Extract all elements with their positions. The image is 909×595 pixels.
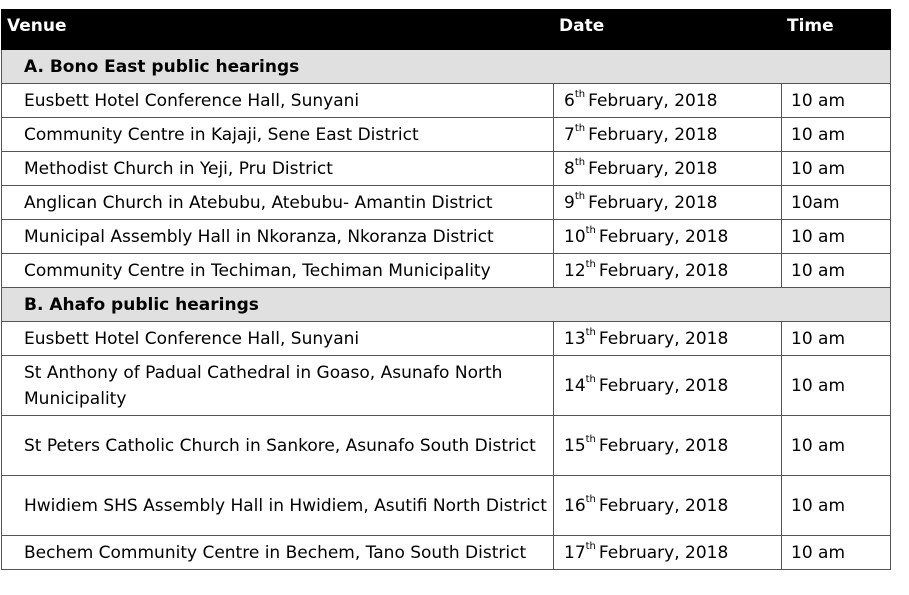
time-cell: 10 am xyxy=(782,220,891,254)
table-row xyxy=(2,476,891,536)
table-row xyxy=(2,84,891,118)
date-month-year: February, 2018 xyxy=(588,158,718,179)
date-day: 7 xyxy=(564,124,575,145)
date-ordinal-suffix: th xyxy=(574,88,586,100)
date-day: 8 xyxy=(564,158,575,179)
time-cell: 10 am xyxy=(782,152,891,186)
time-cell: 10 am xyxy=(782,84,891,118)
time-cell: 10 am xyxy=(782,416,891,476)
date-month-year: February, 2018 xyxy=(598,226,729,247)
date-month-year: February, 2018 xyxy=(598,495,729,516)
date-day: 15 xyxy=(564,435,586,456)
date-ordinal-suffix: th xyxy=(574,122,586,134)
date-month-year: February, 2018 xyxy=(598,435,729,456)
venue-column-header: Venue xyxy=(2,10,554,50)
date-day: 10 xyxy=(564,226,586,247)
date-ordinal-suffix: th xyxy=(585,224,596,236)
date-month-year: February, 2018 xyxy=(598,542,729,563)
table-row xyxy=(2,254,891,288)
date-cell xyxy=(554,152,782,186)
date-ordinal-suffix: th xyxy=(585,433,596,445)
venue-cell: Eusbett Hotel Conference Hall, Sunyani xyxy=(2,84,554,118)
date-cell xyxy=(554,84,782,118)
date-month-year: February, 2018 xyxy=(588,192,718,213)
date-cell xyxy=(554,416,782,476)
time-cell: 10 am xyxy=(782,536,891,570)
date-cell xyxy=(554,186,782,220)
section-title: B. Ahafo public hearings xyxy=(2,288,891,322)
table-row xyxy=(2,356,891,416)
date-day: 14 xyxy=(564,375,586,396)
section-title: A. Bono East public hearings xyxy=(2,50,891,84)
date-day: 6 xyxy=(564,90,575,111)
date-cell xyxy=(554,536,782,570)
date-month-year: February, 2018 xyxy=(598,260,729,281)
table-row xyxy=(2,536,891,570)
table-row xyxy=(2,186,891,220)
date-day: 17 xyxy=(564,542,586,563)
venue-cell: Methodist Church in Yeji, Pru District xyxy=(2,152,554,186)
section-header-row xyxy=(2,50,891,84)
venue-cell: Municipal Assembly Hall in Nkoranza, Nkoranza District xyxy=(2,220,554,254)
time-cell: 10am xyxy=(782,186,891,220)
date-day: 12 xyxy=(564,260,586,281)
date-cell xyxy=(554,476,782,536)
time-cell: 10 am xyxy=(782,254,891,288)
venue-cell: Hwidiem SHS Assembly Hall in Hwidiem, Asutifi North District xyxy=(2,476,554,536)
date-day: 16 xyxy=(564,495,586,516)
date-month-year: February, 2018 xyxy=(588,124,718,145)
date-ordinal-suffix: th xyxy=(585,540,596,552)
table-row xyxy=(2,322,891,356)
date-month-year: February, 2018 xyxy=(588,90,718,111)
time-cell: 10 am xyxy=(782,356,891,416)
time-column-header: Time xyxy=(782,10,891,50)
date-column-header: Date xyxy=(554,10,782,50)
venue-cell: Community Centre in Techiman, Techiman Municipality xyxy=(2,254,554,288)
date-ordinal-suffix: th xyxy=(585,373,596,385)
table-row xyxy=(2,118,891,152)
table-row xyxy=(2,416,891,476)
time-cell: 10 am xyxy=(782,476,891,536)
date-day: 9 xyxy=(564,192,575,213)
date-cell xyxy=(554,220,782,254)
date-ordinal-suffix: th xyxy=(585,493,596,505)
date-ordinal-suffix: th xyxy=(585,258,596,270)
venue-cell: Bechem Community Centre in Bechem, Tano South District xyxy=(2,536,554,570)
table-row xyxy=(2,152,891,186)
date-ordinal-suffix: th xyxy=(585,326,596,338)
date-cell xyxy=(554,254,782,288)
date-cell xyxy=(554,118,782,152)
venue-cell: St Anthony of Padual Cathedral in Goaso, Asunafo North Municipality xyxy=(2,356,554,416)
time-cell: 10 am xyxy=(782,322,891,356)
time-cell: 10 am xyxy=(782,118,891,152)
table-body xyxy=(2,50,891,570)
venue-cell: Eusbett Hotel Conference Hall, Sunyani xyxy=(2,322,554,356)
date-month-year: February, 2018 xyxy=(598,375,729,396)
date-cell xyxy=(554,356,782,416)
venue-cell: Anglican Church in Atebubu, Atebubu- Amantin District xyxy=(2,186,554,220)
date-month-year: February, 2018 xyxy=(598,328,729,349)
section-header-row xyxy=(2,288,891,322)
date-ordinal-suffix: th xyxy=(574,190,586,202)
date-cell xyxy=(554,322,782,356)
venue-cell: St Peters Catholic Church in Sankore, Asunafo South District xyxy=(2,416,554,476)
date-ordinal-suffix: th xyxy=(574,156,586,168)
table-row xyxy=(2,220,891,254)
venue-cell: Community Centre in Kajaji, Sene East District xyxy=(2,118,554,152)
date-day: 13 xyxy=(564,328,586,349)
table-header-row xyxy=(2,10,891,50)
public-hearings-table xyxy=(1,9,891,570)
